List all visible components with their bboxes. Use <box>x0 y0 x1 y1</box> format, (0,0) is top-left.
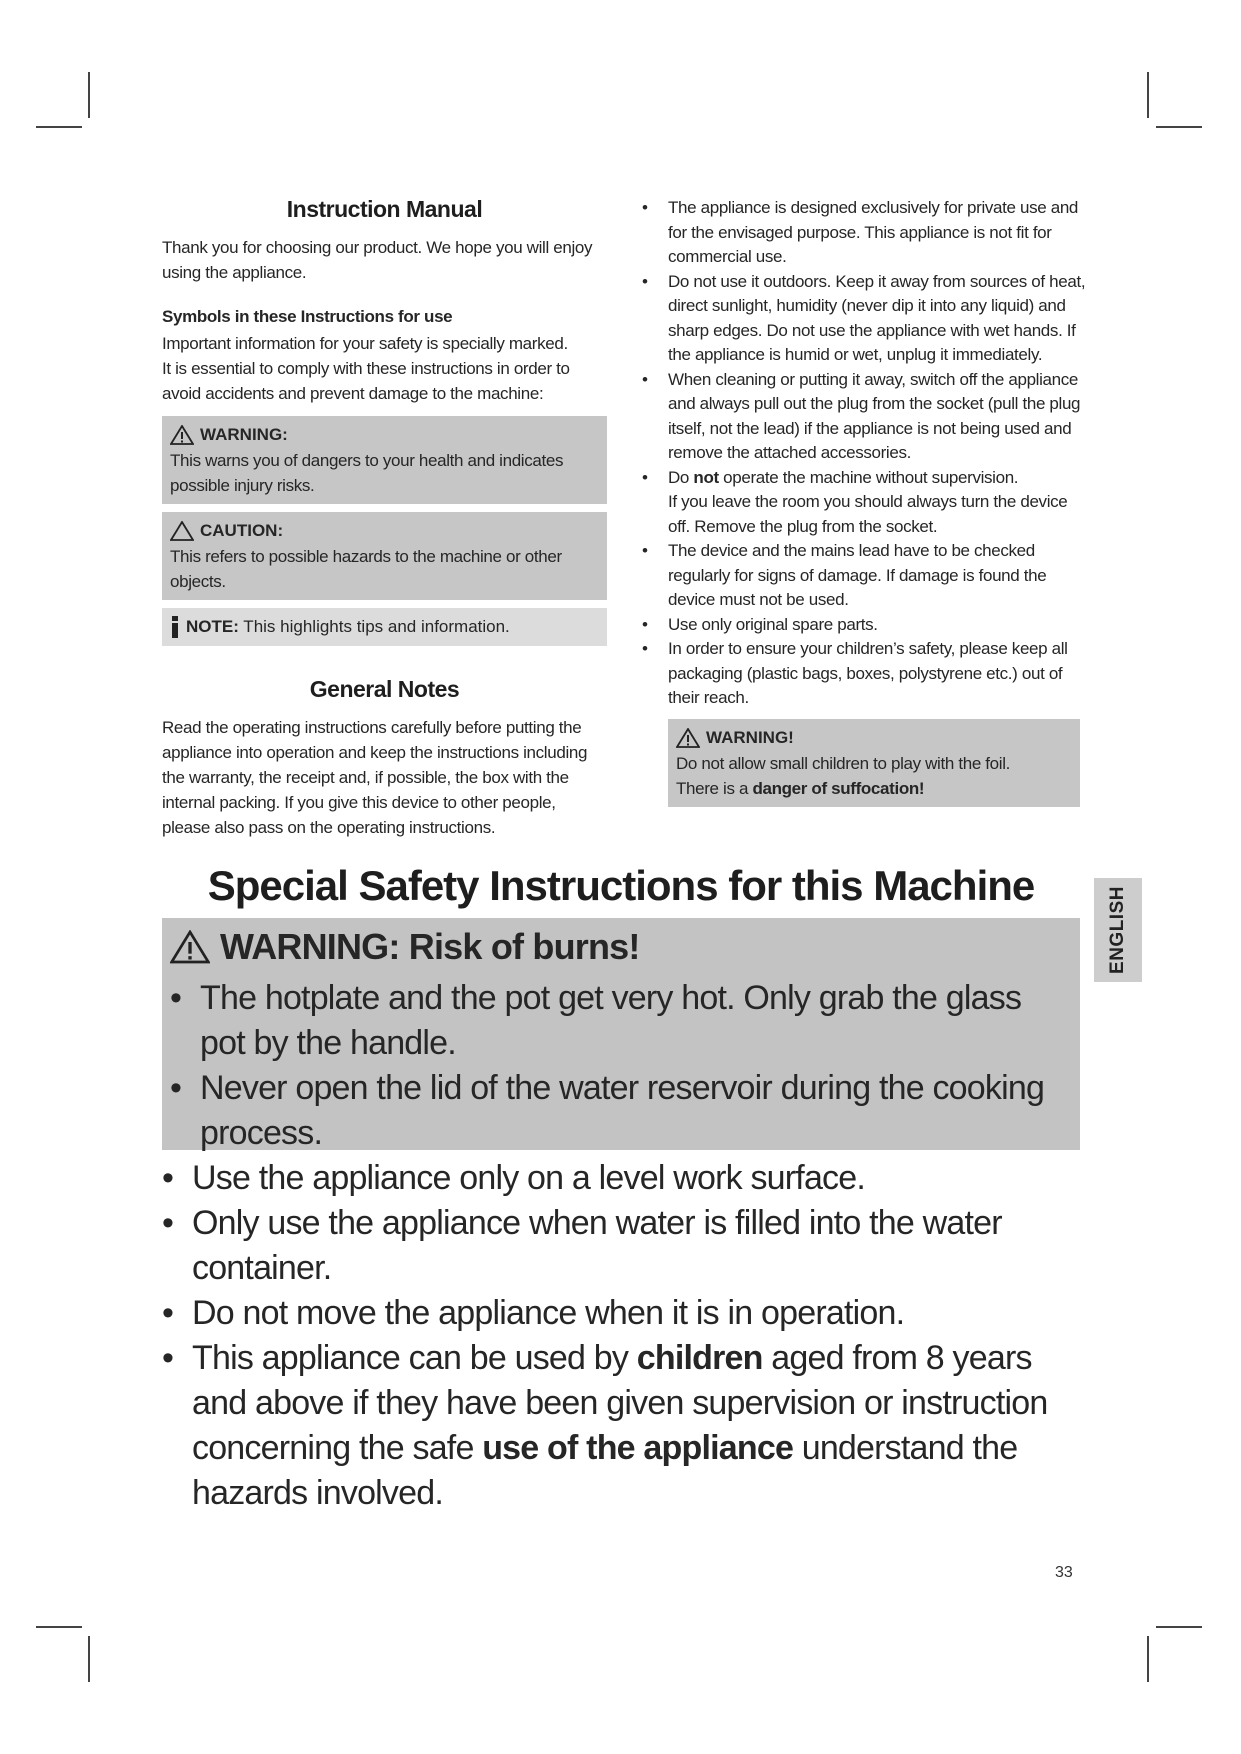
caution-box <box>162 512 607 600</box>
list-item: • When cleaning or putting it away, switch off the appliance and always pull out the plug from the socket (pull the plug itself, not the lead) if the appliance is not being used and remove the attached accessories. <box>640 368 1090 466</box>
suffocation-warning-line: There is a danger of suffocation! <box>676 778 925 798</box>
warning-triangle-icon <box>676 728 700 748</box>
info-icon <box>170 616 180 638</box>
list-item: • Do not use it outdoors. Keep it away from sources of heat, direct sunlight, humidity (never dip it into any liquid) and sharp edges. Do not use the appliance with wet hands. If the appliance is humid or wet, unplug it immediately. <box>640 270 1090 368</box>
list-item: • The appliance is designed exclusively for private use and for the envisaged purpose. This appliance is not fit for commercial use. <box>640 196 1090 270</box>
crop-mark <box>36 126 82 128</box>
warning-title: WARNING: <box>200 425 288 444</box>
right-column <box>640 196 1090 807</box>
language-tab: ENGLISH <box>1094 878 1142 982</box>
note-box <box>162 608 607 646</box>
burn-warning-title: WARNING: Risk of burns! <box>220 926 640 967</box>
supervision-extra: If you leave the room you should always turn the device off. Remove the plug from the socket. <box>668 492 1068 536</box>
list-item: • Use only original spare parts. <box>640 613 1090 638</box>
list-item: • The hotplate and the pot get very hot. Only grab the glass pot by the handle. <box>162 976 1062 1066</box>
warning-triangle-icon <box>170 425 194 445</box>
page-number: 33 <box>1055 1564 1073 1581</box>
warning-triangle-icon <box>170 930 210 964</box>
list-item: • The device and the mains lead have to be checked regularly for signs of damage. If damage is found the device must not be used. <box>640 539 1090 613</box>
intro-text: Thank you for choosing our product. We hope you will enjoy using the appliance. <box>162 238 593 282</box>
list-item: • In order to ensure your children’s safety, please keep all packaging (plastic bags, boxes, polystyrene etc.) out of their reach. <box>640 637 1090 711</box>
suffocation-warning-box <box>668 719 1080 807</box>
special-safety-list <box>154 1156 1084 1516</box>
caution-title: CAUTION: <box>200 521 284 540</box>
list-item: • Do not operate the machine without supervision. If you leave the room you should always turn the device off. Remove the plug from the socket. <box>640 466 1090 540</box>
list-item: • Only use the appliance when water is filled into the water container. <box>154 1201 1084 1291</box>
warning-text: This warns you of dangers to your health and indicates possible injury risks. <box>170 451 564 495</box>
list-item: • This appliance can be used by children aged from 8 years and above if they have been given supervision or instruction concerning the safe use of the appliance understand the hazards involved. <box>154 1336 1084 1516</box>
crop-mark <box>1147 1636 1149 1682</box>
list-item: • Use the appliance only on a level work surface. <box>154 1156 1084 1201</box>
general-notes-title: General Notes <box>309 676 460 702</box>
crop-mark <box>1147 72 1149 118</box>
general-safety-list <box>640 196 1090 711</box>
left-column <box>162 196 607 840</box>
warning-box <box>162 416 607 504</box>
list-item: • Never open the lid of the water reservoir during the cooking process. <box>162 1066 1062 1156</box>
symbols-text: Important information for your safety is specially marked. <box>162 334 568 353</box>
caution-triangle-icon <box>170 521 194 541</box>
crop-mark <box>88 1636 90 1682</box>
suffocation-warning-title: WARNING! <box>706 727 794 747</box>
crop-mark <box>1156 126 1202 128</box>
burn-warning-box <box>162 918 1080 1150</box>
symbols-text: It is essential to comply with these instructions in order to avoid accidents and prevent damage to the machine: <box>162 359 570 403</box>
crop-mark <box>88 72 90 118</box>
symbols-heading: Symbols in these Instructions for use <box>162 307 453 326</box>
crop-mark <box>1156 1626 1202 1628</box>
caution-text: This refers to possible hazards to the machine or other objects. <box>170 547 562 591</box>
suffocation-warning-line: Do not allow small children to play with the foil. <box>676 753 1010 773</box>
instruction-manual-title: Instruction Manual <box>286 196 483 222</box>
crop-mark <box>36 1626 82 1628</box>
general-notes-text: Read the operating instructions carefully before putting the appliance into operation and keep the instructions including the warranty, the receipt and, if possible, the box with the internal packing. If you give this device to other people, please also pass on the operating instructions. <box>162 718 588 837</box>
special-safety-title: Special Safety Instructions for this Machine <box>207 862 1035 909</box>
note-title: NOTE: <box>186 617 239 636</box>
note-text: This highlights tips and information. <box>238 617 510 636</box>
list-item: • Do not move the appliance when it is in operation. <box>154 1291 1084 1336</box>
burn-warning-list <box>162 976 1062 1156</box>
